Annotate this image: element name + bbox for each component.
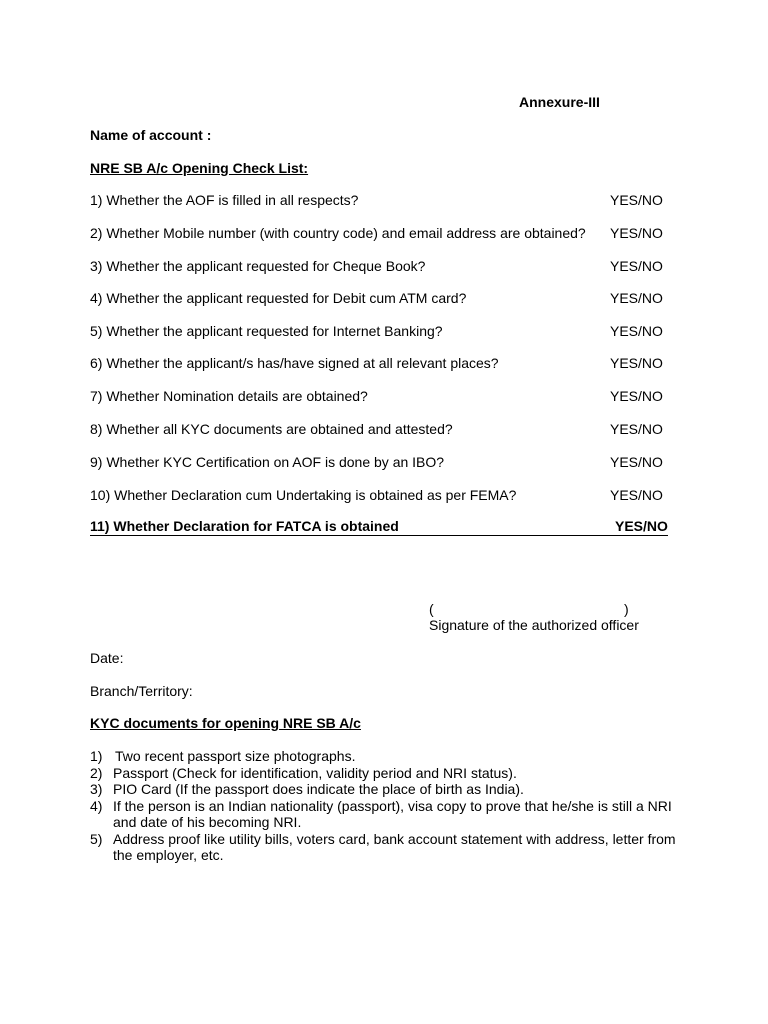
list-item xyxy=(90,748,680,765)
checklist-answer: YES/NO xyxy=(610,421,663,437)
checklist-answer: YES/NO xyxy=(610,258,663,274)
checklist-answer: YES/NO xyxy=(610,355,663,371)
checklist-item-7 xyxy=(90,388,668,404)
list-item xyxy=(90,765,680,782)
checklist-answer: YES/NO xyxy=(610,192,663,208)
checklist-item-1 xyxy=(90,192,668,208)
checklist-question: 10) Whether Declaration cum Undertaking is obtained as per FEMA? xyxy=(90,487,517,503)
list-item-number: 1) xyxy=(90,748,103,764)
checklist-item-11 xyxy=(90,519,668,536)
checklist-question: 7) Whether Nomination details are obtained? xyxy=(90,388,368,404)
checklist-question: 1) Whether the AOF is filled in all respects? xyxy=(90,192,359,208)
checklist-answer: YES/NO xyxy=(610,388,663,404)
account-name-label: Name of account : xyxy=(90,127,212,143)
list-item-text: Address proof like utility bills, voters card, bank account statement with address, letter from the employer, etc. xyxy=(113,830,676,863)
list-item-text: PIO Card (If the passport does indicate the place of birth as India). xyxy=(113,781,524,797)
signature-label: Signature of the authorized officer xyxy=(429,617,639,633)
list-item-text: If the person is an Indian nationality (passport), visa copy to prove that he/she is still a NRI and date of his becoming NRI. xyxy=(113,797,672,830)
checklist-item-3 xyxy=(90,258,668,274)
checklist-answer: YES/NO xyxy=(610,323,663,339)
signature-open-paren: ( xyxy=(429,601,434,617)
checklist-answer: YES/NO xyxy=(610,487,663,503)
list-item-text: Passport (Check for identification, validity period and NRI status). xyxy=(113,764,517,781)
checklist-answer: YES/NO xyxy=(610,290,663,306)
checklist-item-6 xyxy=(90,355,668,371)
list-item-number: 3) xyxy=(90,781,103,797)
checklist-question: 2) Whether Mobile number (with country code) and email address are obtained? xyxy=(90,225,586,241)
list-item xyxy=(90,831,680,864)
checklist-question: 11) Whether Declaration for FATCA is obtained xyxy=(90,518,399,534)
checklist-question: 4) Whether the applicant requested for Debit cum ATM card? xyxy=(90,290,467,306)
checklist-item-4 xyxy=(90,290,668,306)
list-item-number: 2) xyxy=(90,764,103,781)
checklist-item-9 xyxy=(90,454,668,470)
checklist-item-8 xyxy=(90,421,668,437)
checklist-item-10 xyxy=(90,487,668,503)
list-item-number: 5) xyxy=(90,830,103,847)
list-item xyxy=(90,781,680,798)
checklist-item-2 xyxy=(90,225,668,241)
annexure-label: Annexure-III xyxy=(519,94,600,110)
date-label: Date: xyxy=(90,650,124,666)
kyc-title: KYC documents for opening NRE SB A/c xyxy=(90,715,361,731)
signature-close-paren: ) xyxy=(624,601,629,617)
checklist-answer: YES/NO xyxy=(610,454,663,470)
kyc-list xyxy=(90,748,680,864)
checklist-answer: YES/NO xyxy=(615,518,668,534)
branch-territory-label: Branch/Territory: xyxy=(90,683,193,699)
list-item xyxy=(90,798,680,831)
checklist-question: 5) Whether the applicant requested for Internet Banking? xyxy=(90,323,443,339)
checklist-title: NRE SB A/c Opening Check List: xyxy=(90,160,309,176)
checklist-answer: YES/NO xyxy=(610,225,663,241)
checklist-question: 8) Whether all KYC documents are obtained and attested? xyxy=(90,421,453,437)
list-item-text: Two recent passport size photographs. xyxy=(115,748,356,764)
list-item-number: 4) xyxy=(90,797,103,814)
checklist-question: 3) Whether the applicant requested for Cheque Book? xyxy=(90,258,426,274)
checklist-question: 9) Whether KYC Certification on AOF is done by an IBO? xyxy=(90,454,445,470)
checklist-item-5 xyxy=(90,323,668,339)
checklist-question: 6) Whether the applicant/s has/have signed at all relevant places? xyxy=(90,355,499,371)
